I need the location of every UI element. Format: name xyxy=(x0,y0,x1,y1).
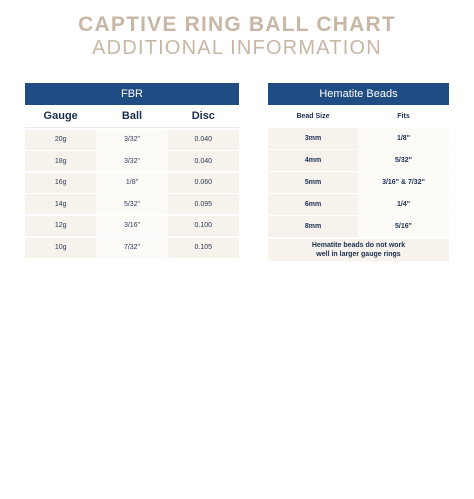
table-row xyxy=(268,172,449,193)
gauge-cell: 16g xyxy=(25,173,96,193)
disc-cell: 0.100 xyxy=(168,216,239,236)
hematite-note-line-1: Hematite beads do not work xyxy=(311,241,406,249)
table-row xyxy=(268,150,449,171)
page-subtitle: ADDITIONAL INFORMATION xyxy=(92,37,382,59)
hematite-table-title: Hematite Beads xyxy=(268,83,449,105)
bead-size-cell: 8mm xyxy=(268,216,358,237)
table-row xyxy=(268,194,449,215)
table-row xyxy=(25,130,239,150)
gauge-cell: 18g xyxy=(25,151,96,171)
disc-cell: 0.060 xyxy=(168,173,239,193)
ball-cell: 7/32" xyxy=(96,238,167,258)
ball-cell: 1/8" xyxy=(96,173,167,193)
column-header-bead-size: Bead Size xyxy=(296,112,330,120)
ball-cell: 3/16" xyxy=(96,216,167,236)
table-row xyxy=(25,151,239,171)
bead-size-cell: 4mm xyxy=(268,150,358,171)
table-row xyxy=(268,216,449,237)
gauge-cell: 20g xyxy=(25,130,96,150)
disc-cell: 0.040 xyxy=(168,151,239,171)
table-row xyxy=(25,194,239,214)
fits-cell: 3/16" & 7/32" xyxy=(358,172,449,193)
gauge-cell: 12g xyxy=(25,216,96,236)
fbr-column-headers xyxy=(25,105,239,128)
table-row xyxy=(25,238,239,258)
table-row xyxy=(25,216,239,236)
ball-cell: 5/32" xyxy=(96,194,167,214)
ball-cell: 3/32" xyxy=(96,151,167,171)
column-header-disc: Disc xyxy=(191,110,215,122)
column-header-gauge: Gauge xyxy=(43,110,78,122)
fbr-table xyxy=(25,83,239,258)
fits-cell: 1/8" xyxy=(358,128,449,149)
bead-size-cell: 6mm xyxy=(268,194,358,215)
fbr-table-title: FBR xyxy=(25,83,239,105)
gauge-cell: 14g xyxy=(25,194,96,214)
hematite-column-headers xyxy=(268,105,449,127)
page-title: CAPTIVE RING BALL CHART xyxy=(78,13,396,36)
disc-cell: 0.095 xyxy=(168,194,239,214)
fits-cell: 1/4" xyxy=(358,194,449,215)
bead-size-cell: 3mm xyxy=(268,128,358,149)
hematite-note xyxy=(268,239,449,261)
fits-cell: 5/16" xyxy=(358,216,449,237)
bead-size-cell: 5mm xyxy=(268,172,358,193)
table-row xyxy=(25,173,239,193)
fits-cell: 5/32" xyxy=(358,150,449,171)
table-row xyxy=(268,128,449,149)
column-header-fits: Fits xyxy=(397,112,410,120)
disc-cell: 0.105 xyxy=(168,238,239,258)
ball-cell: 3/32" xyxy=(96,130,167,150)
hematite-table xyxy=(268,83,449,261)
column-header-ball: Ball xyxy=(121,110,143,122)
disc-cell: 0.040 xyxy=(168,130,239,150)
gauge-cell: 10g xyxy=(25,238,96,258)
hematite-note-line-2: well in larger gauge rings xyxy=(316,250,401,258)
